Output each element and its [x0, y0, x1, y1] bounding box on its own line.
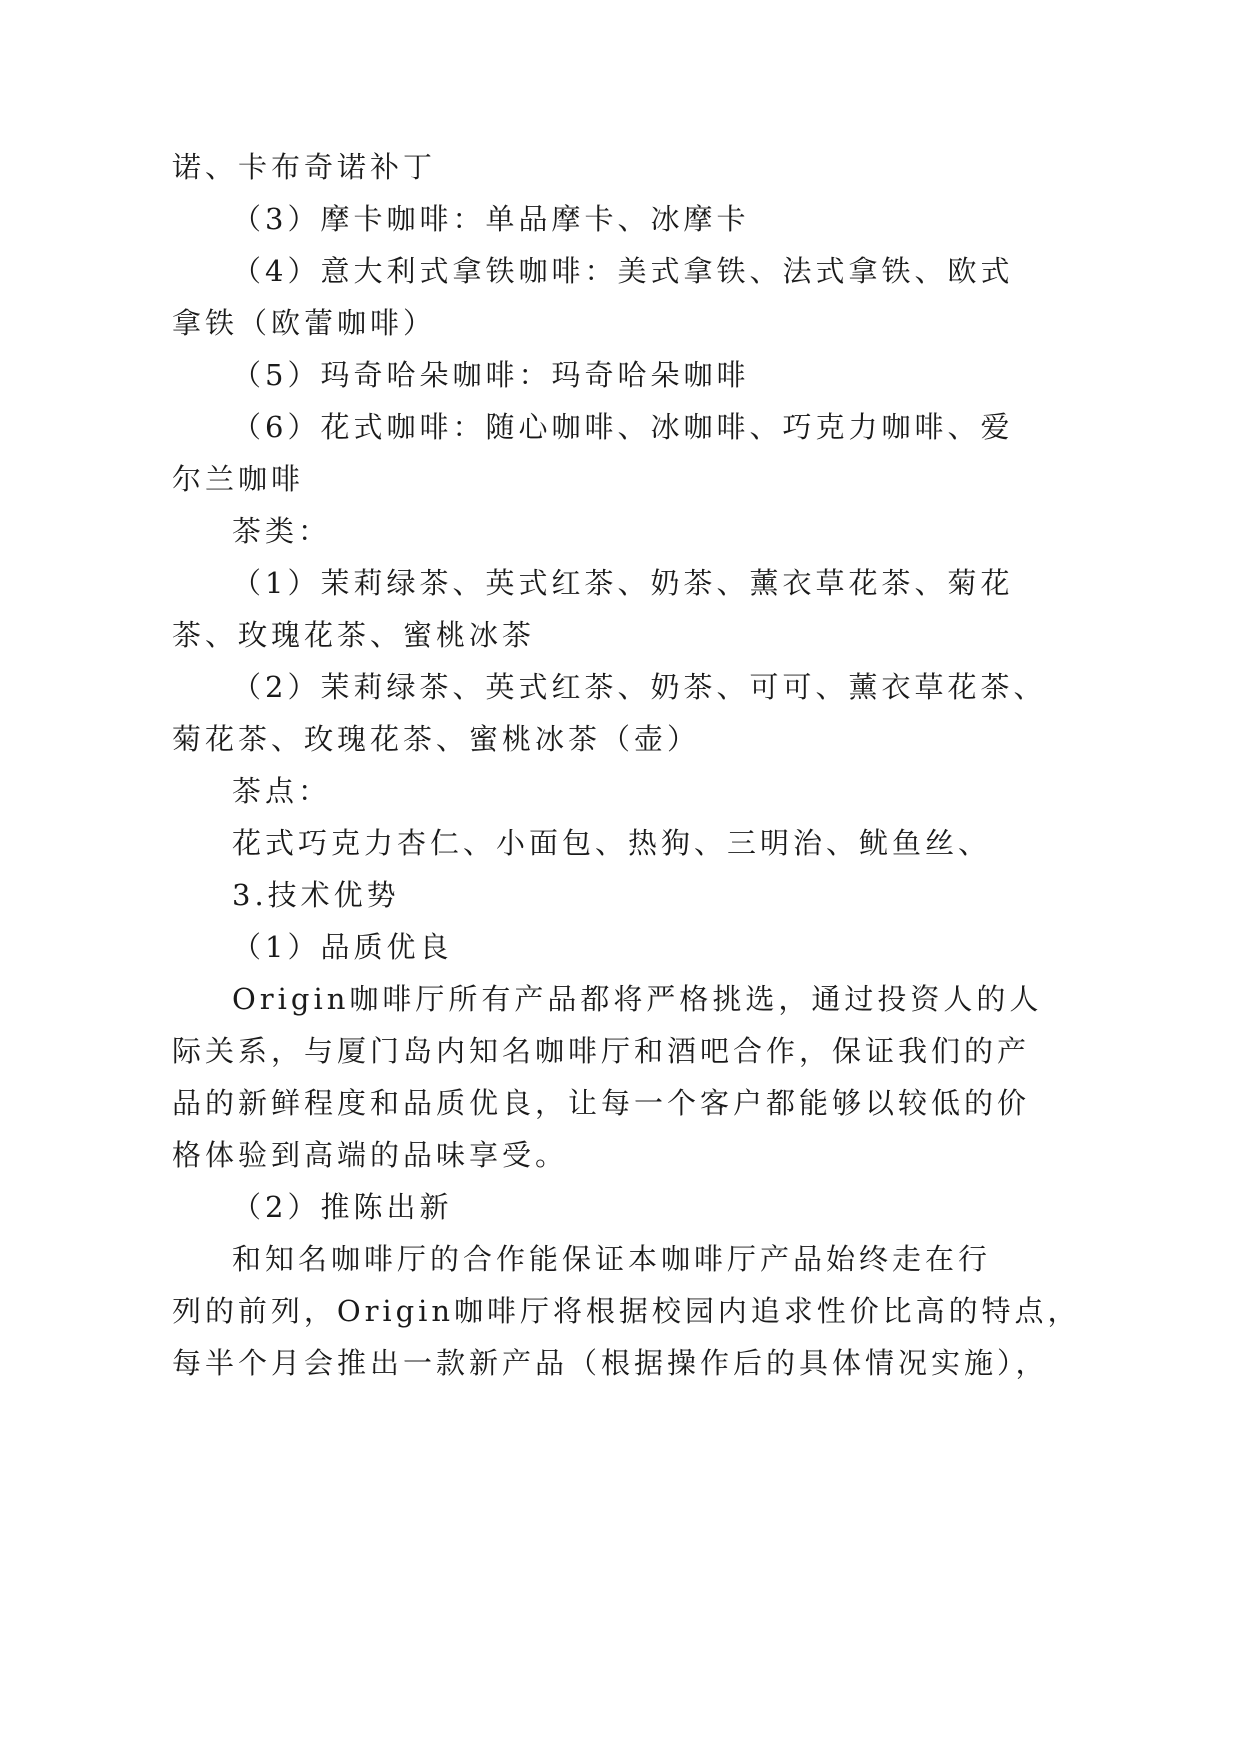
text-line: 茶类：	[232, 514, 332, 548]
text-line: 茶点：	[232, 774, 332, 808]
text-line: 菊花茶、玫瑰花茶、蜜桃冰茶（壶）	[172, 722, 701, 756]
text-line: 诺、卡布奇诺补丁	[172, 150, 437, 184]
text-line: 尔兰咖啡	[172, 462, 305, 496]
text-line: （6）花式咖啡：随心咖啡、冰咖啡、巧克力咖啡、爱	[232, 410, 1014, 444]
text-line: （5）玛奇哈朵咖啡：玛奇哈朵咖啡	[232, 358, 750, 392]
text-line: 3.技术优势	[232, 878, 400, 912]
text-line: 茶、玫瑰花茶、蜜桃冰茶	[172, 618, 536, 652]
text-line: 花式巧克力杏仁、小面包、热狗、三明治、鱿鱼丝、	[232, 826, 992, 860]
text-line: 每半个月会推出一款新产品（根据操作后的具体情况实施），	[172, 1346, 1049, 1380]
text-line: （3）摩卡咖啡：单品摩卡、冰摩卡	[232, 202, 750, 236]
text-line: （4）意大利式拿铁咖啡：美式拿铁、法式拿铁、欧式	[232, 254, 1014, 288]
text-line: Origin咖啡厅所有产品都将严格挑选，通过投资人的人	[232, 982, 1043, 1016]
text-line: 和知名咖啡厅的合作能保证本咖啡厅产品始终走在行	[232, 1242, 992, 1276]
text-line: 列的前列，Origin咖啡厅将根据校园内追求性价比高的特点，	[172, 1294, 1081, 1328]
text-line: 品的新鲜程度和品质优良，让每一个客户都能够以较低的价	[172, 1086, 1031, 1120]
text-line: 际关系，与厦门岛内知名咖啡厅和酒吧合作，保证我们的产	[172, 1034, 1031, 1068]
text-line: （2）推陈出新	[232, 1190, 453, 1224]
text-line: 拿铁（欧蕾咖啡）	[172, 306, 437, 340]
text-line: （2）茉莉绿茶、英式红茶、奶茶、可可、薰衣草花茶、	[232, 670, 1047, 704]
text-line: （1）品质优良	[232, 930, 453, 964]
text-line: （1）茉莉绿茶、英式红茶、奶茶、薰衣草花茶、菊花	[232, 566, 1014, 600]
text-line: 格体验到高端的品味享受。	[172, 1138, 569, 1172]
